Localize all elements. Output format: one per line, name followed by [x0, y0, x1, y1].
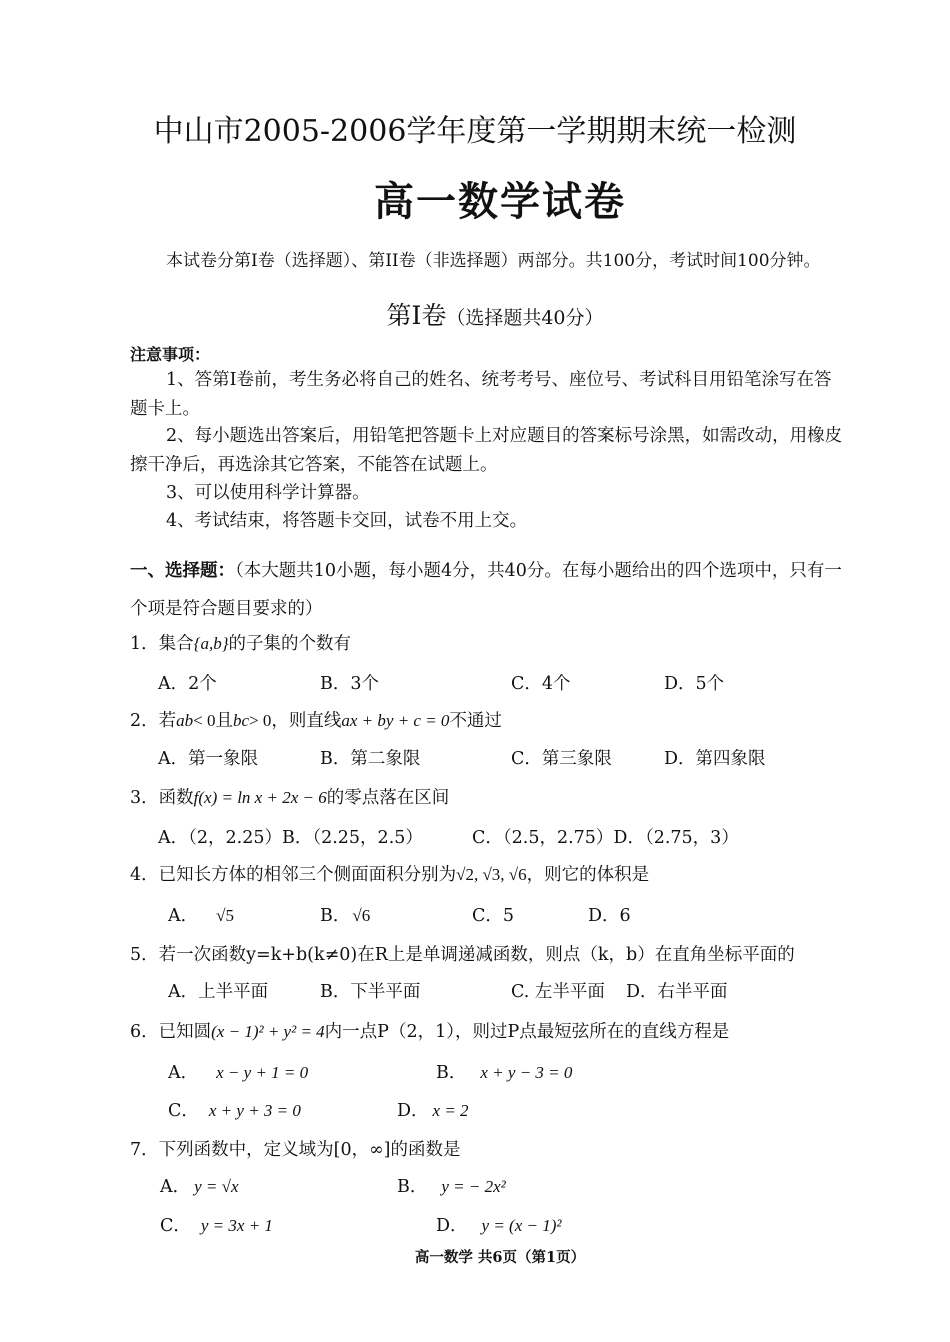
option-c: C. 左半平面	[511, 982, 605, 1002]
section-subtitle: （选择题共40分）	[446, 307, 604, 329]
option-label: D．	[436, 1216, 468, 1236]
question-number: 7．	[130, 1140, 159, 1160]
option-c	[168, 1097, 301, 1122]
option-label: A．	[168, 1063, 199, 1083]
question-text: 若一次函数y=k+b(k≠0)在R上是单调递减函数，则点（k，b）在直角坐标平面的	[158, 945, 795, 965]
option-b	[436, 1059, 572, 1084]
math-expression: y = 3x + 1	[200, 1216, 273, 1235]
option-c: C．5	[472, 906, 515, 926]
notice-item: 1、答第I卷前，考生务必将自己的姓名、统考考号、座位号、考试科目用铅笔涂写在答	[166, 370, 832, 390]
math-expression: y = (x − 1)²	[481, 1216, 562, 1235]
math-expression: √2, √3, √6	[456, 865, 527, 884]
notice-heading: 注意事项：	[130, 345, 211, 364]
option-label: B．	[397, 1177, 428, 1197]
question-text: 已知长方体的相邻三个侧面面积分别为	[158, 865, 457, 885]
math-expression: y = − 2x²	[441, 1177, 506, 1196]
question-6	[130, 1018, 729, 1043]
exam-title-line1: 中山市2005-2006学年度第一学期期末统一检测	[153, 114, 797, 149]
question-1	[130, 630, 351, 655]
question-2	[130, 707, 502, 732]
question-text: 函数	[158, 788, 194, 808]
question-number: 4．	[130, 865, 159, 885]
question-7	[130, 1136, 461, 1161]
option-cd: C．（2.5，2.75）D．（2.75，3）	[472, 828, 739, 848]
part1-heading: 一、选择题：	[130, 561, 235, 581]
math-expression: ax + by + c = 0	[341, 711, 450, 730]
option-b: B．下半平面	[320, 982, 421, 1002]
question-text: 的子集的个数有	[228, 634, 351, 654]
notice-item: 题卡上。	[130, 399, 200, 419]
math-expression: f(x) = ln x + 2x − 6	[193, 788, 327, 807]
math-expression: x − y + 1 = 0	[216, 1063, 309, 1082]
question-number: 3．	[130, 788, 159, 808]
math-expression: > 0	[249, 711, 272, 730]
option-d	[436, 1212, 561, 1237]
math-expression: x + y + 3 = 0	[208, 1101, 301, 1120]
option-d: D．5个	[664, 674, 725, 694]
option-label: C．	[160, 1216, 191, 1236]
math-expression: x + y − 3 = 0	[480, 1063, 573, 1082]
question-number: 5．	[130, 945, 159, 965]
notice-item: 擦干净后，再选涂其它答案，不能答在试题上。	[130, 455, 498, 475]
section-title: 第I卷	[386, 301, 447, 330]
math-expression: √5	[216, 906, 234, 925]
question-number: 6．	[130, 1022, 159, 1042]
option-b	[397, 1173, 506, 1198]
option-c	[160, 1212, 273, 1237]
option-b: B．第二象限	[320, 749, 421, 769]
page-footer: 高一数学 共6页（第1页）	[414, 1249, 586, 1266]
option-a	[168, 1059, 308, 1084]
option-d: D．第四象限	[664, 749, 766, 769]
option-a: A．第一象限	[158, 749, 259, 769]
option-d: D．右半平面	[626, 982, 728, 1002]
option-label: C．	[168, 1101, 199, 1121]
option-a: A．2个	[158, 674, 217, 694]
notice-item: 3、可以使用科学计算器。	[166, 483, 370, 503]
option-label: D．	[397, 1101, 429, 1121]
question-text: 且	[215, 711, 233, 731]
option-c: C．4个	[511, 674, 571, 694]
option-a	[160, 1173, 239, 1198]
question-text: 若	[158, 711, 177, 731]
option-a	[168, 902, 234, 927]
question-text: ，则它的体积是	[526, 865, 650, 885]
option-d: D．6	[588, 906, 631, 926]
option-label: A．	[168, 906, 199, 926]
math-expression: {a,b}	[193, 634, 229, 653]
section-heading	[0, 296, 950, 332]
math-expression: ab	[176, 711, 194, 730]
question-text: 集合	[158, 634, 194, 654]
option-label: B．	[436, 1063, 467, 1083]
option-b	[320, 902, 370, 927]
question-4	[130, 861, 649, 886]
option-d	[397, 1097, 469, 1122]
math-expression: x = 2	[432, 1101, 469, 1120]
notice-item: 4、考试结束，将答题卡交回，试卷不用上交。	[166, 511, 528, 531]
part1-instructions	[130, 557, 842, 582]
question-number: 2．	[130, 711, 159, 731]
math-expression: √6	[352, 906, 371, 925]
question-text: ，则直线	[271, 711, 342, 731]
question-text: 下列函数中，定义域为[0，∞]的函数是	[158, 1140, 461, 1160]
question-text: 不通过	[449, 711, 502, 731]
question-text: 已知圆	[158, 1022, 212, 1042]
question-text: 内一点P（2，1），则过P点最短弦所在的直线方程是	[324, 1022, 730, 1042]
question-5	[130, 941, 795, 966]
part1-instructions-2: 个项是符合题目要求的）	[130, 599, 323, 619]
exam-intro: 本试卷分第I卷（选择题）、第II卷（非选择题）两部分。共100分，考试时间100分钟。	[166, 251, 821, 271]
question-text: 的零点落在区间	[326, 788, 450, 808]
part1-instructions-1: （本大题共10小题，每小题4分，共40分。在每小题给出的四个选项中，只有一	[235, 561, 842, 581]
math-expression: y = √x	[194, 1177, 239, 1196]
question-3	[130, 784, 449, 809]
math-expression: < 0	[193, 711, 216, 730]
question-number: 1．	[130, 634, 159, 654]
option-c: C．第三象限	[511, 749, 612, 769]
option-label: B．	[320, 906, 351, 926]
notice-item: 2、每小题选出答案后，用铅笔把答题卡上对应题目的答案标号涂黑，如需改动，用橡皮	[166, 426, 843, 446]
option-a: A．上半平面	[168, 982, 269, 1002]
option-b: B．3个	[320, 674, 379, 694]
option-ab: A．（2，2.25）B．（2.25，2.5）	[158, 828, 423, 848]
exam-title-line2: 高一数学试卷	[374, 178, 626, 225]
math-expression: bc	[232, 711, 250, 730]
math-expression: (x − 1)² + y² = 4	[211, 1022, 325, 1041]
option-label: A．	[160, 1177, 191, 1197]
